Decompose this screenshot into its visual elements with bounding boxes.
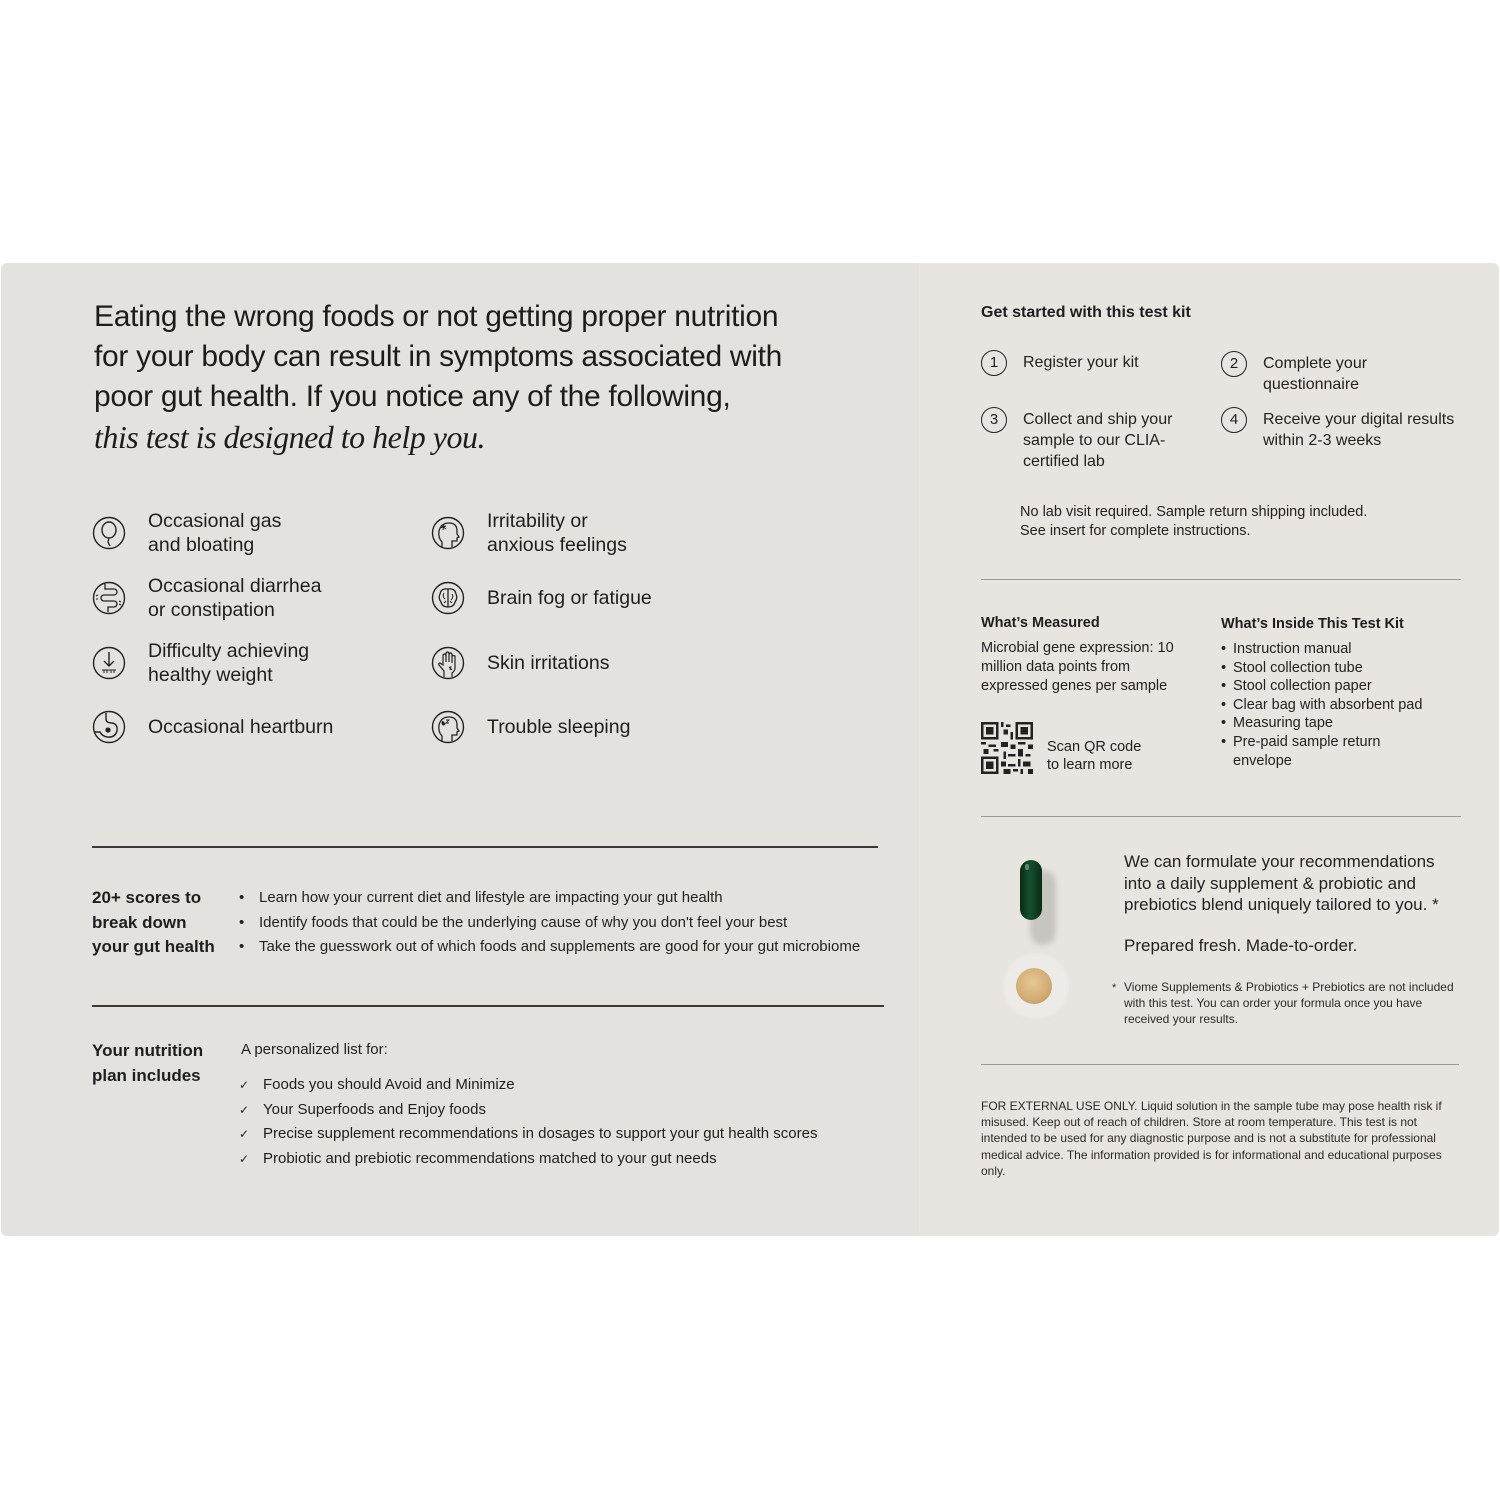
symptom-heartburn bbox=[92, 710, 333, 744]
step-3: 3 Collect and ship your sample to our CLIA-certified lab bbox=[981, 409, 1211, 472]
list-item: • Stool collection paper bbox=[1221, 677, 1451, 696]
inside-kit-title: What’s Inside This Test Kit bbox=[1221, 616, 1404, 632]
shipping-note: No lab visit required. Sample return shipping included. See insert for complete instructions. bbox=[1020, 504, 1368, 539]
symptom-irritability bbox=[431, 509, 627, 557]
symptom-label: Skin irritations bbox=[487, 652, 610, 674]
headline-line: poor gut health. If you notice any of the following, bbox=[94, 380, 731, 413]
list-item: ✓ Foods you should Avoid and Minimize bbox=[239, 1073, 817, 1098]
check-icon: ✓ bbox=[239, 1102, 250, 1117]
list-item: • Pre-paid sample return envelope bbox=[1221, 733, 1403, 770]
scores-label: 20+ scores to break down your gut health bbox=[92, 888, 215, 956]
inside-kit-list bbox=[1221, 640, 1451, 770]
scores-bullet-list bbox=[239, 886, 860, 960]
symptom-trouble-sleeping bbox=[431, 710, 630, 744]
step-number-icon: 4 bbox=[1221, 407, 1247, 433]
symptom-skin-irritations bbox=[431, 646, 609, 680]
divider bbox=[92, 1005, 884, 1007]
headline bbox=[94, 297, 854, 457]
symptom-label: Trouble sleeping bbox=[487, 716, 631, 738]
divider bbox=[981, 1064, 1459, 1065]
step-1: 1 Register your kit bbox=[981, 352, 1181, 376]
list-item: • Measuring tape bbox=[1221, 714, 1451, 733]
nutrition-intro: A personalized list for: bbox=[241, 1041, 388, 1058]
stomach-icon bbox=[92, 710, 126, 744]
list-item: • Take the guesswork out of which foods and supplements are good for your gut microbiome bbox=[239, 935, 860, 960]
head-sleep-icon bbox=[431, 710, 465, 744]
balloon-icon bbox=[92, 516, 126, 550]
supplement-footnote: Viome Supplements & Probiotics + Prebiotics are not included with this test. You can order your formula once you have received your results. bbox=[1124, 980, 1454, 1027]
check-icon: ✓ bbox=[239, 1151, 250, 1166]
brain-icon bbox=[431, 581, 465, 615]
symptom-label: Occasional heartburn bbox=[148, 716, 334, 738]
qr-caption: Scan QR code to learn more bbox=[1047, 739, 1142, 773]
headline-italic: this test is designed to help you. bbox=[94, 419, 485, 455]
get-started-title: Get started with this test kit bbox=[981, 304, 1191, 321]
step-number-icon: 2 bbox=[1221, 351, 1247, 377]
step-number-icon: 3 bbox=[981, 407, 1007, 433]
divider bbox=[981, 816, 1461, 817]
symptom-label: Brain fog or fatigue bbox=[487, 587, 652, 609]
step-4: 4 Receive your digital results within 2-3 weeks bbox=[1221, 409, 1461, 451]
list-item: ✓ Probiotic and prebiotic recommendations matched to your gut needs bbox=[239, 1147, 817, 1172]
disclaimer: FOR EXTERNAL USE ONLY. Liquid solution in the sample tube may pose health risk if misused. Keep out of reach of children. Store at room temperature. This test is not intended to be used for any diagnostic purpose and is not a substitute for professional medical advice. The information provided is for informational and educational purposes only. bbox=[981, 1099, 1442, 1178]
package-panel bbox=[1, 263, 1499, 1236]
hand-icon bbox=[431, 646, 465, 680]
list-item: • Learn how your current diet and lifestyle are impacting your gut health bbox=[239, 886, 860, 911]
qr-code-icon[interactable] bbox=[981, 722, 1033, 774]
measured-title: What’s Measured bbox=[981, 615, 1100, 631]
check-icon: ✓ bbox=[239, 1127, 250, 1141]
divider bbox=[92, 846, 878, 848]
step-number-icon: 1 bbox=[981, 350, 1007, 376]
footnote-mark: * bbox=[1112, 982, 1117, 994]
list-item: • Identify foods that could be the underlying cause of why you don't feel your best bbox=[239, 911, 860, 936]
supplement-text: We can formulate your recommendations into a daily supplement & probiotic and prebiotics blend uniquely tailored to you. * bbox=[1124, 852, 1439, 914]
symptom-healthy-weight bbox=[92, 639, 309, 687]
symptom-gas-bloating bbox=[92, 509, 281, 557]
list-item: ✓ Your Superfoods and Enjoy foods bbox=[239, 1098, 817, 1123]
symptom-label: Irritability or anxious feelings bbox=[487, 510, 627, 556]
right-panel bbox=[919, 263, 1499, 1236]
headline-line: for your body can result in symptoms associated with bbox=[94, 340, 783, 373]
symptom-label: Difficulty achieving healthy weight bbox=[148, 640, 310, 686]
intestine-icon bbox=[92, 581, 126, 615]
symptom-diarrhea-constipation bbox=[92, 574, 321, 622]
list-item: ✓ Precise supplement recommendations in dosages to support your gut health scores bbox=[239, 1122, 817, 1147]
step-2: 2 Complete your questionnaire bbox=[1221, 353, 1461, 395]
measured-text: Microbial gene expression: 10 million data points from expressed genes per sample bbox=[981, 640, 1174, 694]
headline-line: Eating the wrong foods or not getting proper nutrition bbox=[94, 300, 779, 333]
list-item: • Instruction manual bbox=[1221, 640, 1451, 659]
nutrition-check-list bbox=[239, 1073, 817, 1171]
capsule-image bbox=[1020, 860, 1048, 938]
weight-arrow-down-icon bbox=[92, 646, 126, 680]
symptom-label: Occasional gas and bloating bbox=[148, 510, 282, 556]
head-irritation-icon bbox=[431, 516, 465, 550]
check-icon: ✓ bbox=[239, 1078, 250, 1092]
symptom-label: Occasional diarrhea or constipation bbox=[148, 575, 322, 621]
supplement-tagline: Prepared fresh. Made-to-order. bbox=[1124, 936, 1358, 955]
powder-dish-image bbox=[1001, 951, 1071, 1021]
divider bbox=[981, 579, 1461, 580]
symptom-brain-fog bbox=[431, 581, 652, 615]
list-item: • Stool collection tube bbox=[1221, 659, 1451, 678]
nutrition-label: Your nutrition plan includes bbox=[92, 1041, 204, 1085]
left-panel bbox=[1, 263, 919, 1236]
list-item: • Clear bag with absorbent pad bbox=[1221, 696, 1451, 715]
